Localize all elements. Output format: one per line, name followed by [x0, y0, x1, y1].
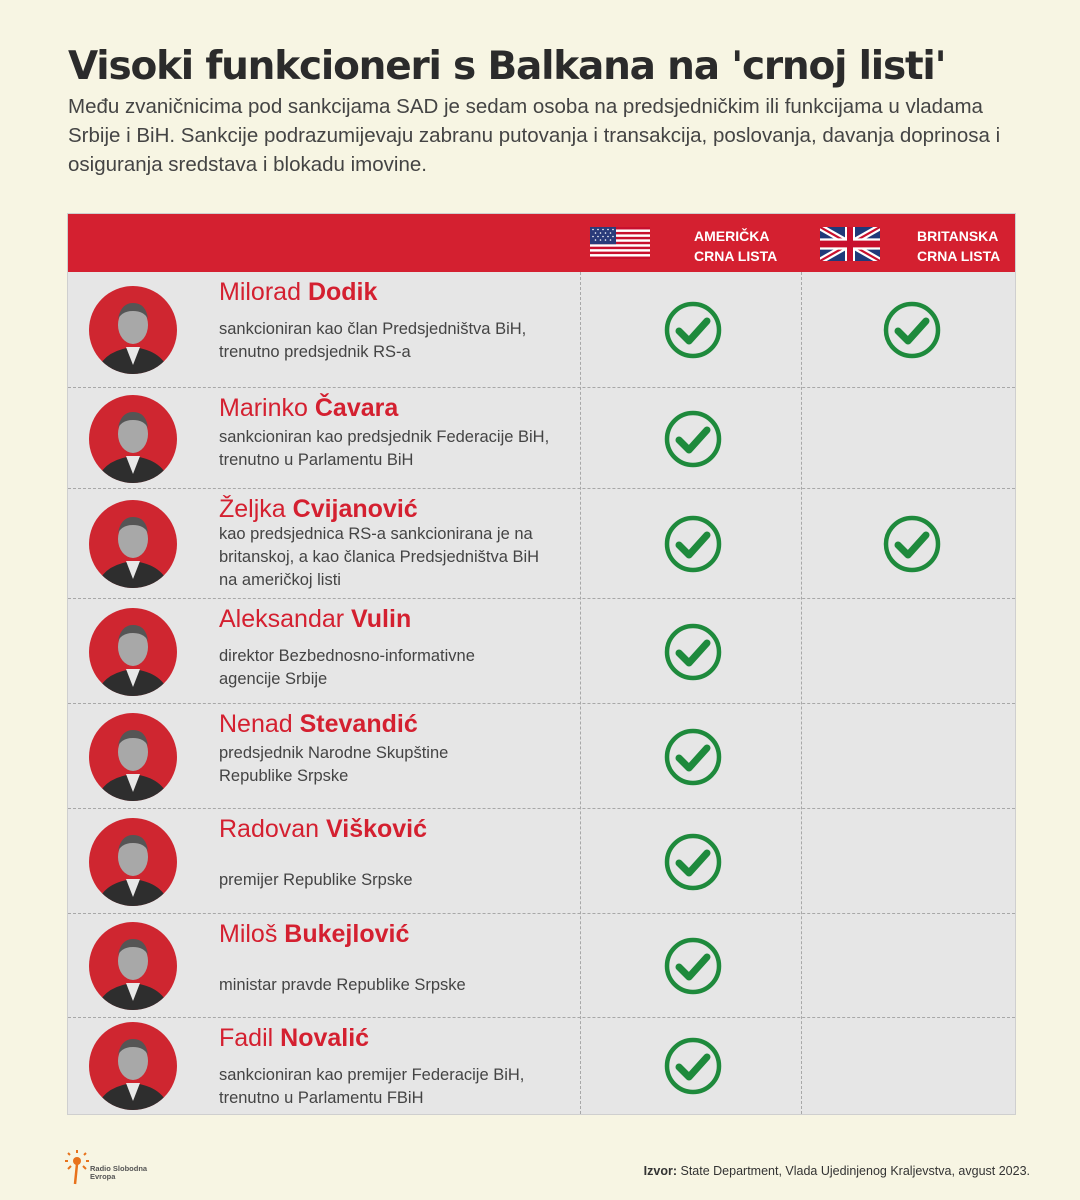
person-row — [68, 914, 1015, 1018]
person-description — [219, 869, 564, 892]
us-list-header-line2: CRNA LISTA — [694, 248, 778, 264]
description-line: trenutno u Parlamentu BiH — [219, 451, 414, 469]
description-line: kao predsjednica RS-a sankcionirana je na — [219, 525, 533, 543]
description-line: sankcioniran kao predsjednik Federacije BiH, — [219, 428, 550, 446]
person-first-name: Marinko — [219, 394, 308, 422]
person-name — [219, 815, 427, 844]
person-avatar — [88, 499, 178, 589]
person-avatar — [88, 285, 178, 375]
person-avatar — [88, 394, 178, 484]
table-header — [68, 214, 1015, 272]
person-avatar — [88, 817, 178, 907]
description-line: na američkoj listi — [219, 571, 341, 589]
person-description — [219, 645, 564, 691]
person-name — [219, 605, 411, 634]
person-name — [219, 278, 377, 307]
description-line: premijer Republike Srpske — [219, 871, 413, 889]
page-subtitle: Među zvaničnicima pod sankcijama SAD je sedam osoba na predsjedničkim ili funkcijama u vladama Srbije i BiH. Sankcije podrazumijevaju zabranu putovanja i transakcija, poslovanja, davanja doprinosa i osiguranja sredstava i blokadu imovine. — [68, 95, 1001, 176]
person-last-name: Vulin — [351, 605, 412, 633]
rse-logo-text — [90, 1165, 160, 1181]
description-line: predsjednik Narodne Skupštine — [219, 744, 449, 762]
person-description — [219, 523, 564, 592]
person-name — [219, 495, 418, 524]
person-name — [219, 394, 398, 423]
us-check-icon — [663, 514, 723, 574]
sanctions-table — [67, 213, 1016, 1115]
us-check-icon — [663, 622, 723, 682]
person-description — [219, 742, 564, 788]
description-line: agencije Srbije — [219, 670, 328, 688]
uk-flag-icon — [820, 227, 880, 261]
person-avatar — [88, 921, 178, 1011]
person-avatar — [88, 1021, 178, 1111]
description-line: trenutno predsjednik RS-a — [219, 343, 411, 361]
us-check-icon — [663, 832, 723, 892]
uk-check-icon — [882, 300, 942, 360]
uk-list-header-line1: BRITANSKA — [917, 228, 999, 244]
person-first-name: Radovan — [219, 815, 320, 843]
person-first-name: Željka — [219, 495, 286, 523]
person-row — [68, 489, 1015, 599]
uk-list-header-line2: CRNA LISTA — [917, 248, 1001, 264]
person-name — [219, 1024, 369, 1053]
person-avatar — [88, 607, 178, 697]
person-first-name: Fadil — [219, 1024, 274, 1052]
us-flag-icon — [590, 227, 650, 259]
person-row — [68, 704, 1015, 809]
uk-check-icon — [882, 514, 942, 574]
us-check-icon — [663, 727, 723, 787]
person-first-name: Nenad — [219, 710, 293, 738]
person-last-name: Čavara — [314, 394, 399, 422]
us-list-header-line1: AMERIČKA — [694, 228, 770, 244]
person-last-name: Dodik — [307, 278, 378, 306]
us-check-icon — [663, 300, 723, 360]
rse-logo-line1: Radio Slobodna — [90, 1164, 148, 1173]
person-first-name: Miloš — [219, 920, 278, 948]
description-line: britanskoj, a kao članica Predsjedništva BiH — [219, 548, 540, 566]
description-line: Republike Srpske — [219, 767, 349, 785]
description-line: direktor Bezbednosno-informativne — [219, 647, 475, 665]
source-note — [644, 1164, 1030, 1178]
person-last-name: Cvijanović — [292, 495, 418, 523]
person-last-name: Višković — [326, 815, 428, 843]
us-check-icon — [663, 409, 723, 469]
us-list-header — [694, 226, 777, 266]
person-row — [68, 809, 1015, 914]
person-row — [68, 599, 1015, 704]
person-row — [68, 272, 1015, 388]
person-avatar — [88, 712, 178, 802]
uk-list-header — [917, 226, 1000, 266]
us-check-icon — [663, 1036, 723, 1096]
source-text: State Department, Vlada Ujedinjenog Kraljevstva, avgust 2023. — [680, 1164, 1030, 1178]
source-label: Izvor: — [643, 1164, 677, 1178]
description-line: ministar pravde Republike Srpske — [219, 976, 466, 994]
person-first-name: Milorad — [219, 278, 301, 306]
person-row — [68, 1018, 1015, 1114]
person-last-name: Stevandić — [299, 710, 418, 738]
person-description — [219, 318, 564, 364]
person-last-name: Bukejlović — [284, 920, 410, 948]
page-title: Visoki funkcioneri s Balkana na 'crnoj listi' — [68, 44, 946, 90]
person-row — [68, 388, 1015, 489]
rse-logo-line2: Evropa — [90, 1172, 116, 1181]
person-description — [219, 426, 564, 472]
person-description — [219, 974, 564, 997]
person-last-name: Novalić — [280, 1024, 370, 1052]
description-line: sankcioniran kao premijer Federacije BiH, — [219, 1066, 525, 1084]
us-check-icon — [663, 936, 723, 996]
person-description — [219, 1064, 564, 1110]
description-line: trenutno u Parlamentu FBiH — [219, 1089, 424, 1107]
description-line: sankcioniran kao član Predsjedništva BiH, — [219, 320, 527, 338]
person-name — [219, 920, 409, 949]
person-name — [219, 710, 418, 739]
person-first-name: Aleksandar — [219, 605, 345, 633]
